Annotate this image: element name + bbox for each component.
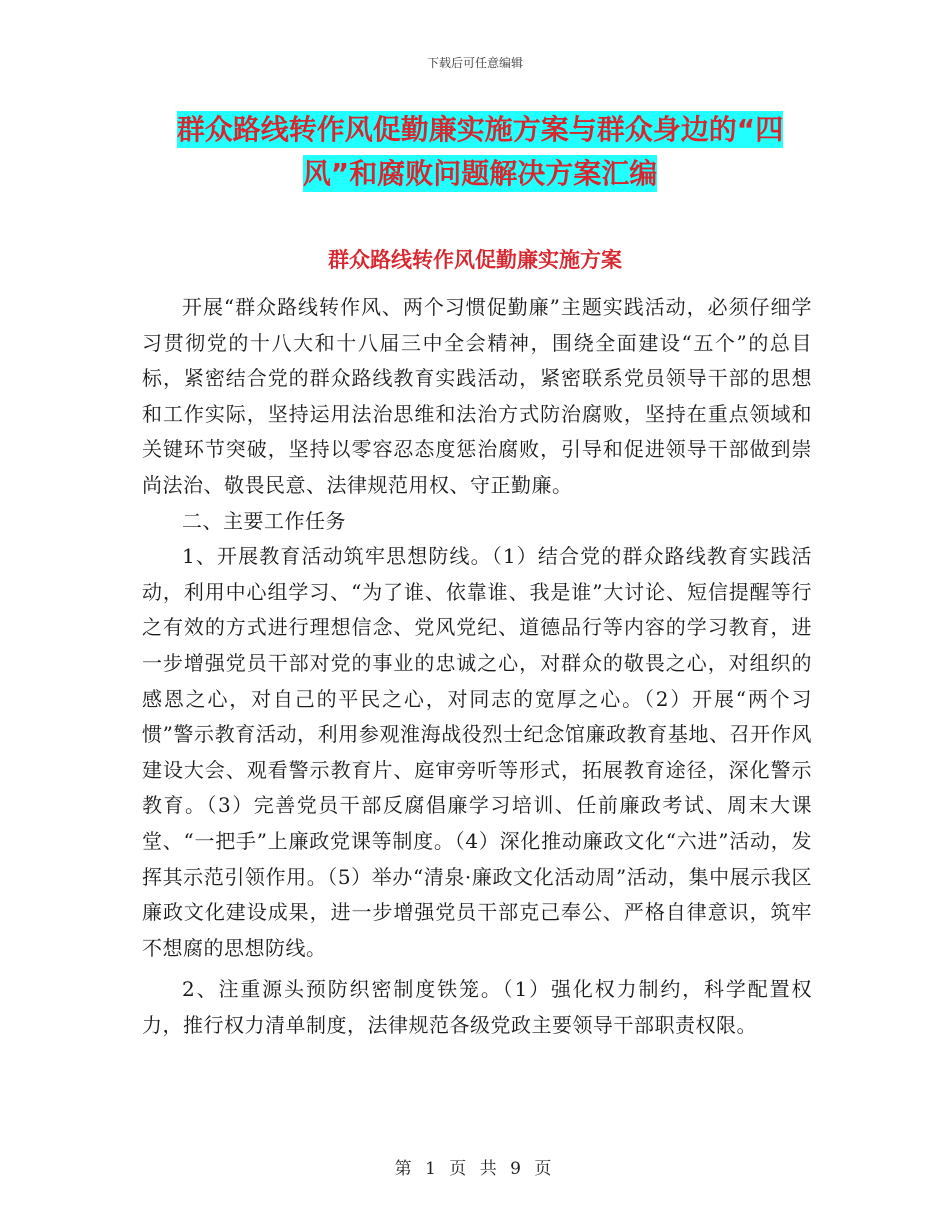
paragraph-heading-tasks: 二、主要工作任务 [182,508,346,533]
section-title: 群众路线转作风促勤廉实施方案 [328,248,622,272]
title-line-1: 群众路线转作风促勤廉实施方案与群众身边的“四 [176,113,784,146]
page-footer: 第 1 页 共 9 页 [394,1159,556,1179]
title-line-2: 风”和腐败问题解决方案汇编 [302,157,658,190]
paragraph-task-1: 1、开展教育活动筑牢思想防线。（1）结合党的群众路线教育实践活动，利用中心组学习、“为了谁、依靠谁、我是谁”大讨论、短信提醒等行之有效的方式进行理想信念、党风党纪、道德品行等内容的学习教育，进一步增强党员干部对党的事业的忠诚之心，对群众的敬畏之心，对组织的感恩之心，对自己的平民之心，对同志的宽厚之心。（2）开展“两个习惯”警示教育活动，利用参观淮海战役烈士纪念馆廉政教育基地、召开作风建设大会、观看警示教育片、庭审旁听等形式，拓展教育途径，深化警示教育。（3）完善党员干部反腐倡廉学习培训、任前廉政考试、周末大课堂、“一把手”上廉政党课等制度。（4）深化推动廉政文化“六进”活动，发挥其示范引领作用。（5）举办“清泉·廉政文化活动周”活动，集中展示我区廉政文化建设成果，进一步增强党员干部克己奉公、严格自律意识，筑牢不想腐的思想防线。 [142,544,812,960]
paragraph-task-2: 2、注重源头预防织密制度铁笼。（1）强化权力制约，科学配置权力，推行权力清单制度，法律规范各级党政主要领导干部职责权限。 [142,977,812,1037]
page-header: 下载后可任意编辑 [426,56,523,70]
document-body [142,290,812,1043]
paragraph-intro: 开展“群众路线转作风、两个习惯促勤廉”主题实践活动，必须仔细学习贯彻党的十八大和十八届三中全会精神，围绕全面建设“五个”的总目标，紧密结合党的群众路线教育实践活动，紧密联系党员领导干部的思想和工作实际，坚持运用法治思维和法治方式防治腐败，坚持在重点领域和关键环节突破，坚持以零容忍态度惩治腐败，引导和促进领导干部做到崇尚法治、敬畏民意、法律规范用权、守正勤廉。 [142,295,812,497]
document-title [140,108,820,196]
